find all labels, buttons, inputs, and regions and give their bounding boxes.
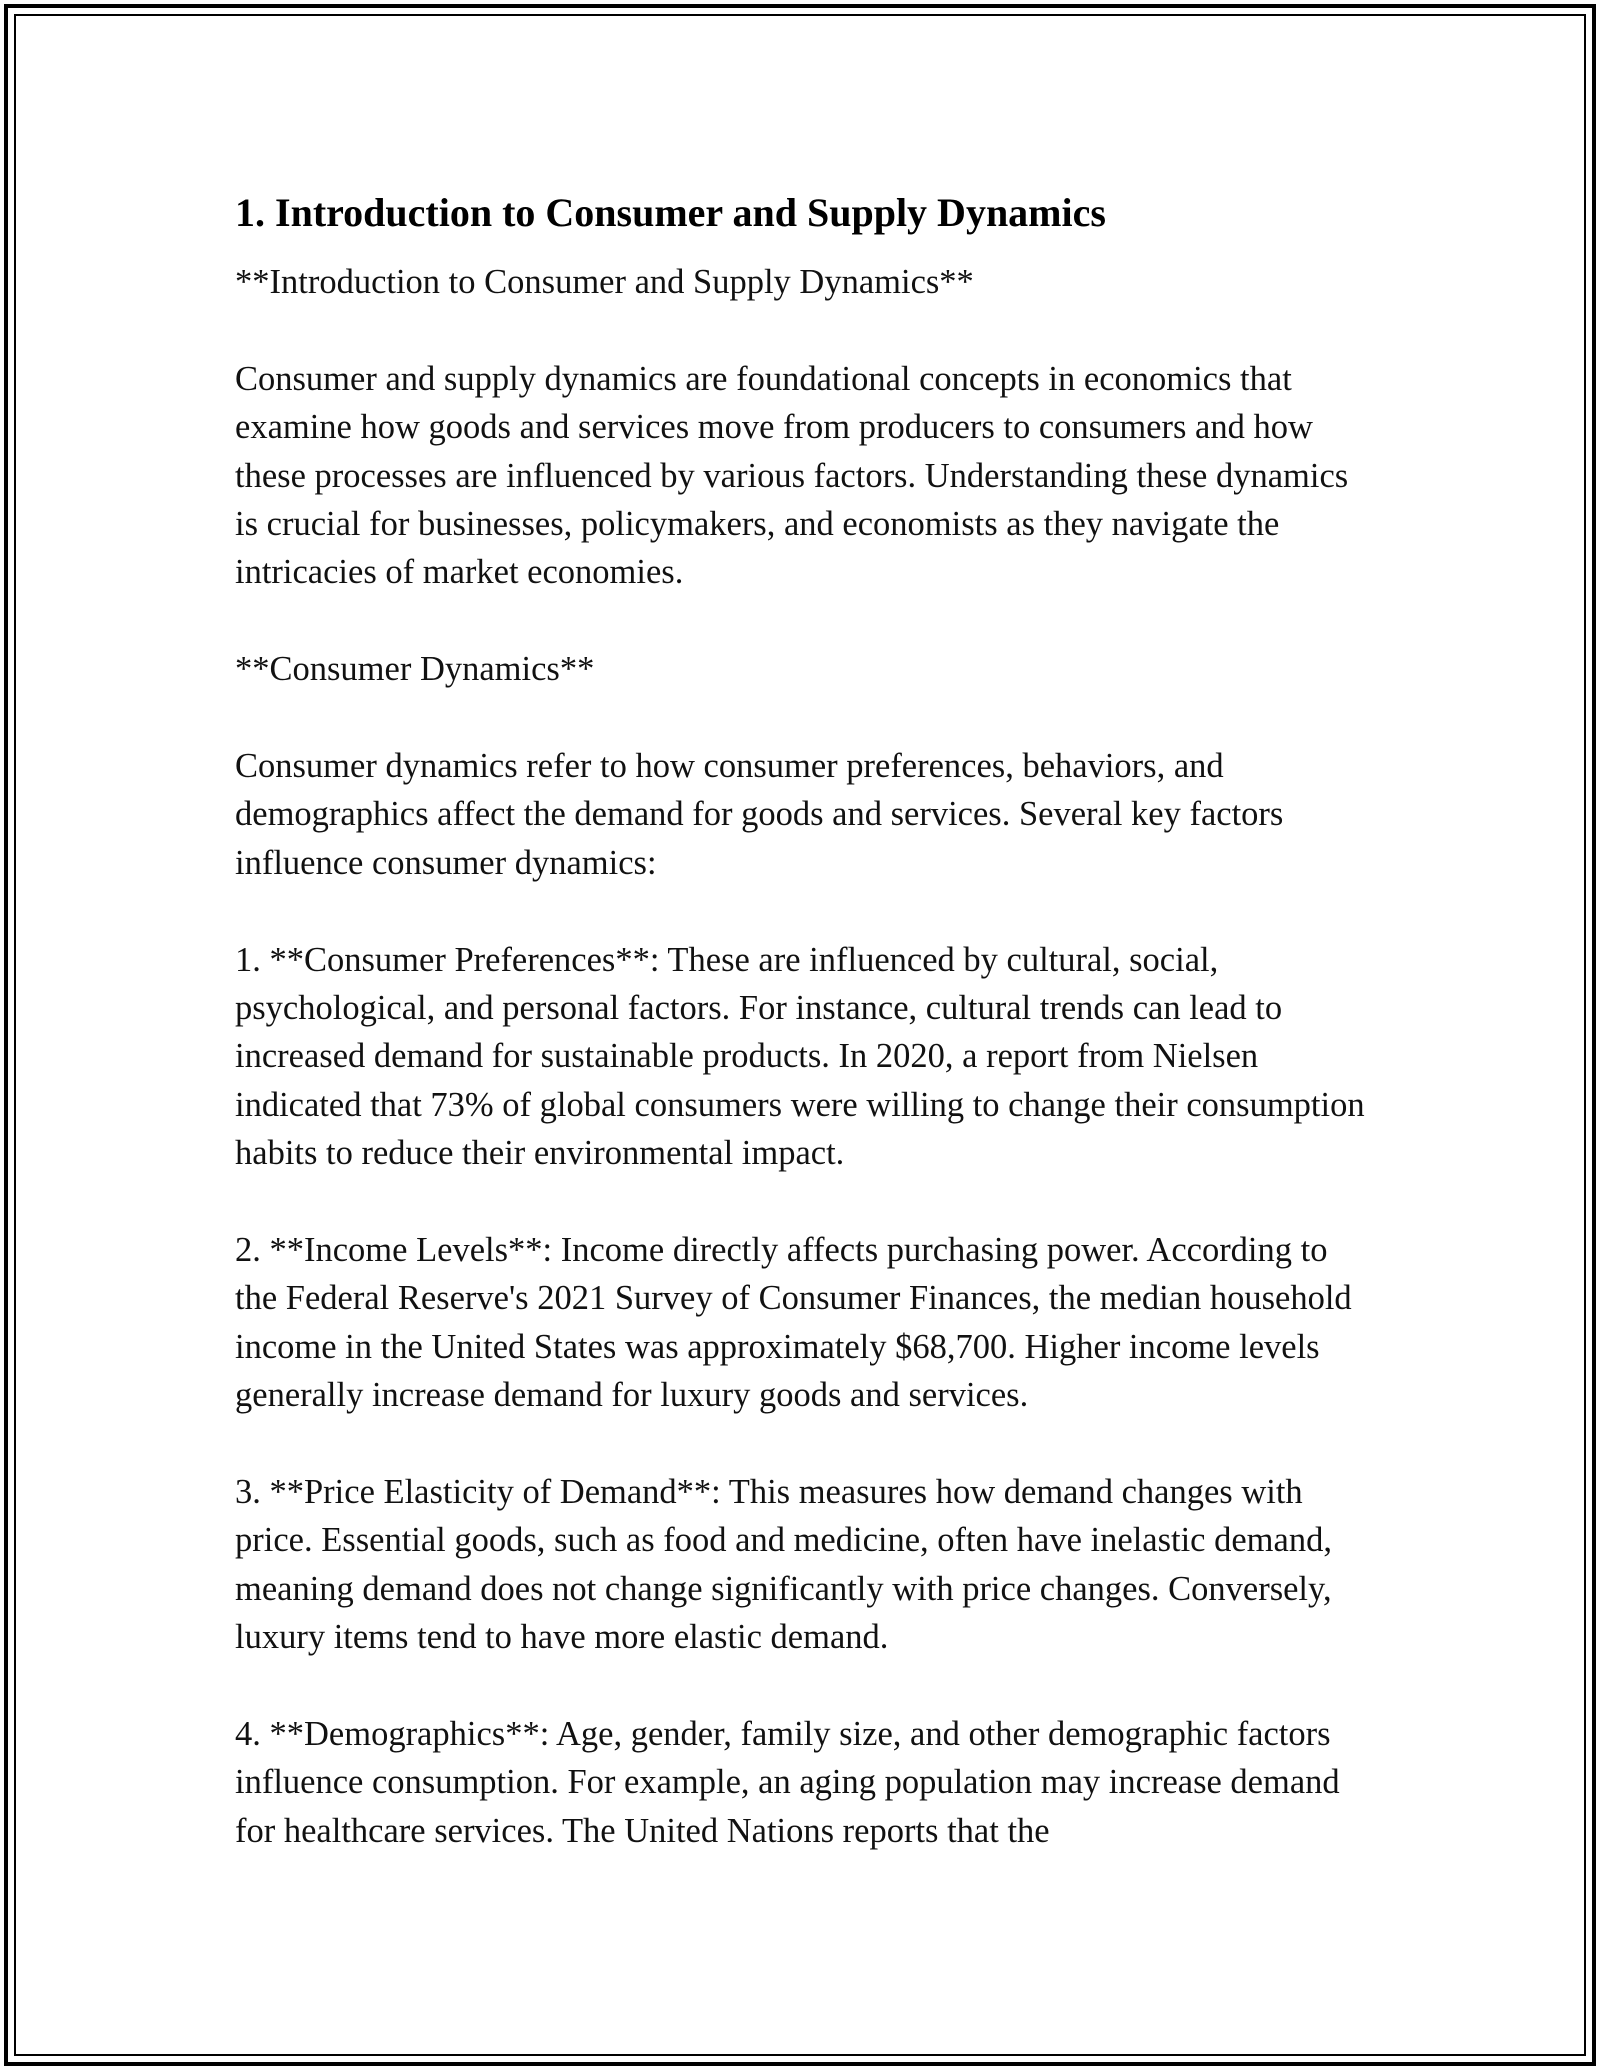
factor-demographics: 4. **Demographics**: Age, gender, family size, and other demographic factors influence consumption. For example, an aging population may increase demand for healthcare services. The United Nations reports that the (235, 1715, 1340, 1850)
factor-consumer-preferences: 1. **Consumer Preferences**: These are influenced by cultural, social, psychological, and personal factors. For instance, cultural trends can lead to increased demand for sustainable products. In 2020, a report from Nielsen indicated that 73% of global consumers were willing to change their consumption habits to reduce their environmental impact. (235, 940, 1365, 1173)
factor-income-levels: 2. **Income Levels**: Income directly affects purchasing power. According to the Federal Reserve's 2021 Survey of Consumer Finances, the median household income in the United States was approximately $68,700. Higher income levels generally increase demand for luxury goods and services. (235, 1231, 1352, 1415)
intro-paragraph: Consumer and supply dynamics are foundational concepts in economics that examine how goods and services move from producers to consumers and how these processes are influenced by various factors. Understanding these dynamics is crucial for businesses, policymakers, and economists as they navigate the intricacies of market economies. (235, 359, 1349, 592)
factor-price-elasticity: 3. **Price Elasticity of Demand**: This measures how demand changes with price. Essential goods, such as food and medicine, often have inelastic demand, meaning demand does not change significantly with price changes. Conversely, luxury items tend to have more elastic demand. (235, 1473, 1332, 1657)
intro-heading: **Introduction to Consumer and Supply Dynamics** (235, 263, 974, 301)
consumer-dynamics-paragraph: Consumer dynamics refer to how consumer preferences, behaviors, and demographics affect the demand for goods and services. Several key factors influence consumer dynamics: (235, 747, 1284, 882)
consumer-dynamics-heading: **Consumer Dynamics** (235, 650, 595, 689)
document-title: 1. Introduction to Consumer and Supply Dynamics (235, 190, 1106, 235)
document-body (235, 186, 1375, 1855)
